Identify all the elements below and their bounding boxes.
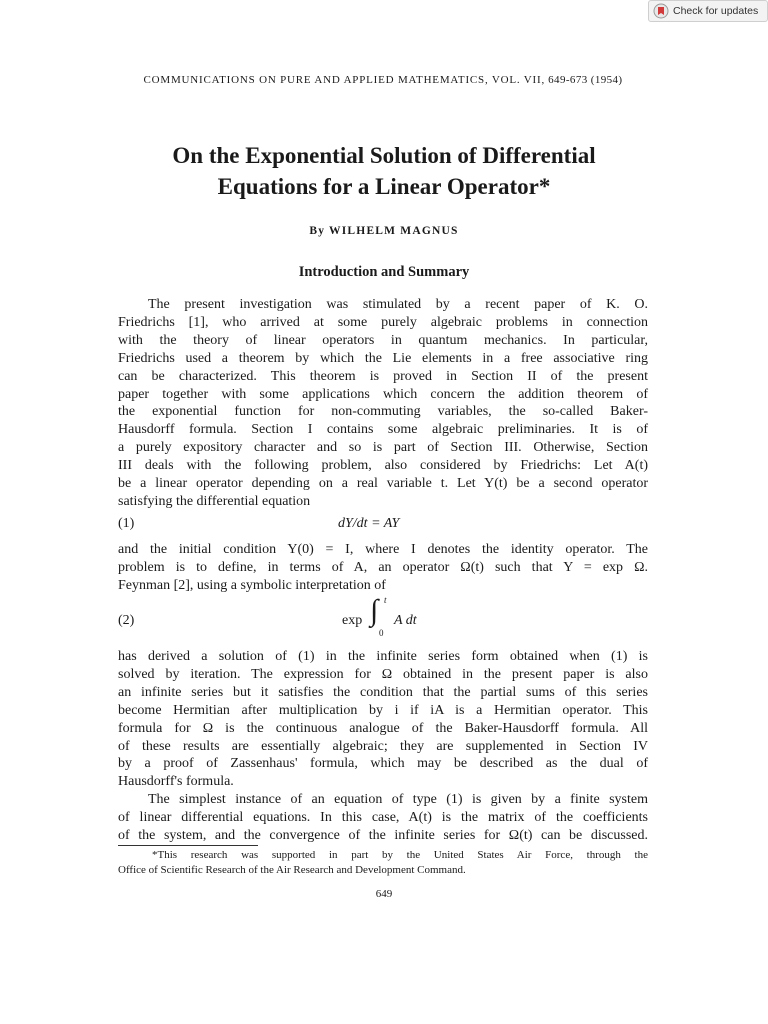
text-line: be a linear operator depending on a real variable t. Let Y(t) be a second operator xyxy=(118,476,648,492)
text-line: by a proof of Zassenhaus' formula, which may be described as the dual of xyxy=(118,756,648,772)
equation-2-number: (2) xyxy=(118,613,135,628)
text-line: The present investigation was stimulated by a recent paper of K. O. xyxy=(148,297,648,312)
text-line: an infinite series but it satisfies the condition that the partial sums of this series xyxy=(118,684,648,700)
integrand: A dt xyxy=(394,613,417,628)
text-line: Friedrichs used a theorem by which the Lie elements in a free associative ring xyxy=(118,350,648,366)
integral-lower-limit: 0 xyxy=(379,628,384,638)
page-number: 649 xyxy=(375,888,393,900)
text-line: can be characterized. This theorem is proved in Section II of the present xyxy=(118,368,648,384)
integral-sign: ∫ xyxy=(370,594,379,627)
text-line: paper together with some applications which concern the addition theorem of xyxy=(118,386,648,402)
text-line: become Hermitian after multiplication by i if iA is a Hermitian operator. This xyxy=(118,702,648,718)
paragraph-2 xyxy=(118,541,648,595)
equation-1: dY/dt = AY xyxy=(338,516,400,531)
check-for-updates-label: Check for updates xyxy=(673,5,759,17)
integral-upper-limit: t xyxy=(384,595,387,605)
title-line-2: Equations for a Linear Operator* xyxy=(217,174,551,199)
footnote-line: Office of Scientific Research of the Air Research and Development Command. xyxy=(118,864,466,876)
section-heading: Introduction and Summary xyxy=(298,264,470,280)
text-line: Hausdorff's formula. xyxy=(118,774,234,790)
text-line: problem is to define, in terms of A, an operator Ω(t) such that Y = exp Ω. xyxy=(118,559,648,575)
paragraph-3 xyxy=(118,648,648,845)
title-line-1: On the Exponential Solution of Differential xyxy=(172,143,596,168)
text-line: Feynman [2], using a symbolic interpretation of xyxy=(118,577,386,593)
check-for-updates-button[interactable] xyxy=(648,0,768,22)
text-line: of linear differential equations. In this case, A(t) is the matrix of the coefficients xyxy=(118,810,648,826)
text-line: Friedrichs [1], who arrived at some purely algebraic problems in connection xyxy=(118,314,648,330)
paper-title xyxy=(110,140,658,202)
text-line: of these results are essentially algebraic; they are supplemented in Section IV xyxy=(118,738,648,754)
text-line: with the theory of linear operators in quantum mechanics. In particular, xyxy=(118,332,648,348)
footnote xyxy=(118,848,648,878)
equation-1-number: (1) xyxy=(118,516,135,531)
paragraph-1 xyxy=(118,296,648,511)
text-line: solved by iteration. The expression for Ω obtained in the present paper is also xyxy=(118,666,648,682)
text-line: formula for Ω is the continuous analogue of the Baker-Hausdorff formula. All xyxy=(118,720,648,736)
text-line: Hausdorff formula. Section I contains some algebraic preliminaries. It is of xyxy=(118,422,648,438)
pages-year: 649-673 (1954) xyxy=(548,74,623,86)
text-line: III deals with the following problem, also considered by Friedrichs: Let A(t) xyxy=(118,458,648,474)
text-line: of the system, and the convergence of the infinite series for Ω(t) can be discussed. xyxy=(118,828,648,844)
text-line: the exponential function for non-commuting variables, the so-called Baker- xyxy=(118,404,648,420)
equation-2-exp: exp xyxy=(342,613,363,628)
text-line: has derived a solution of (1) in the infinite series form obtained when (1) is xyxy=(118,649,648,664)
crossmark-icon xyxy=(653,3,669,19)
footnote-line: *This research was supported in part by the United States Air Force, through the xyxy=(152,849,648,861)
running-header xyxy=(118,74,648,86)
author-byline: By WILHELM MAGNUS xyxy=(309,225,459,237)
text-line: The simplest instance of an equation of type (1) is given by a finite system xyxy=(148,792,648,808)
footnote-rule xyxy=(118,845,258,846)
text-line: a purely expository character and so is part of Section III. Otherwise, Section xyxy=(118,440,648,456)
text-line: satisfying the differential equation xyxy=(118,493,311,509)
text-line: and the initial condition Y(0) = I, where I denotes the identity operator. The xyxy=(118,542,648,557)
journal-name: COMMUNICATIONS ON PURE AND APPLIED MATHEMATICS, VOL. VII, xyxy=(143,74,545,86)
